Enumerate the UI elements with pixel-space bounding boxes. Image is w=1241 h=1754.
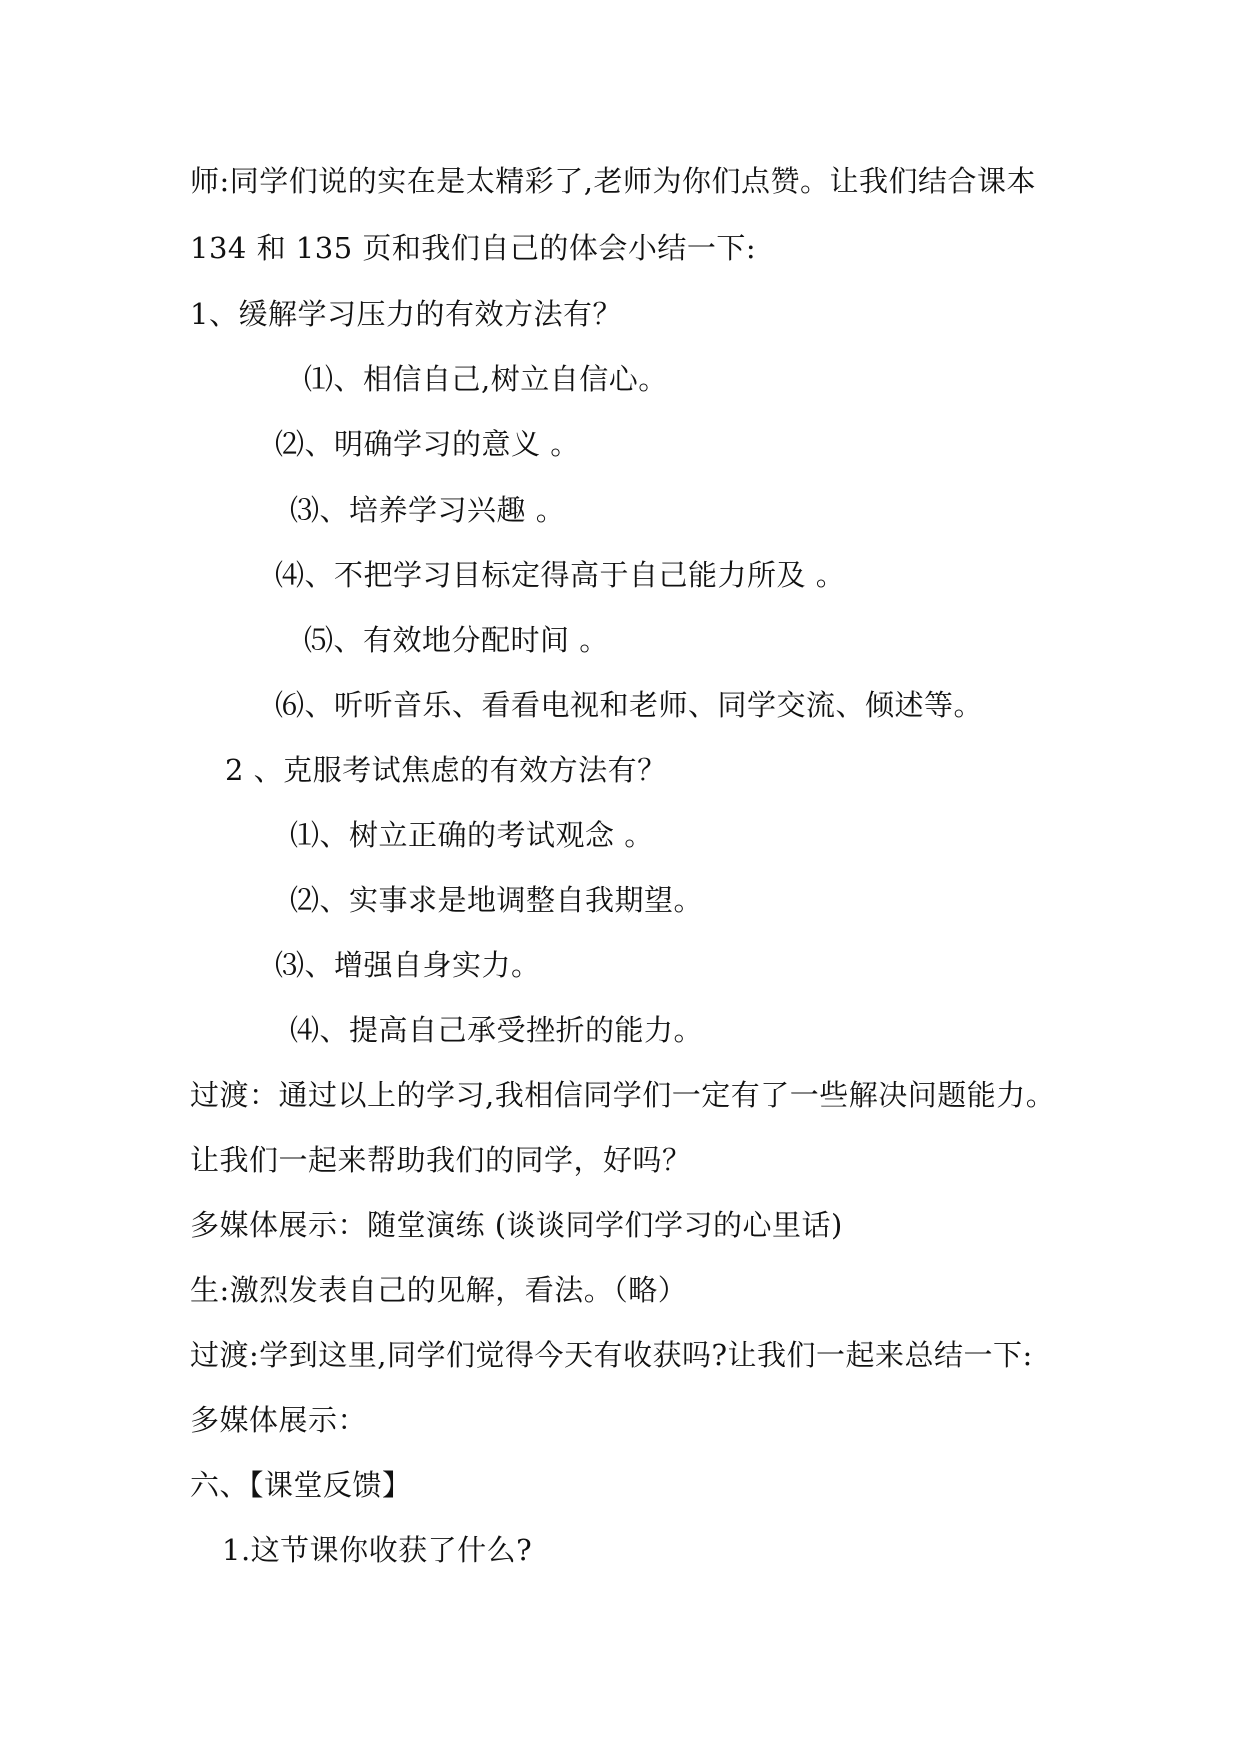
list-item: ⑴、相信自己,树立自信心。 (304, 362, 668, 396)
list-heading: 1、缓解学习压力的有效方法有？ (190, 297, 622, 331)
list-item: ⑵、实事求是地调整自我期望。 (290, 883, 704, 917)
text-line: 多媒体展示： (190, 1403, 368, 1437)
question-item: 1.这节课你收获了什么? (222, 1533, 533, 1567)
text-line: 多媒体展示：随堂演练 (谈谈同学们学习的心里话) (190, 1208, 843, 1242)
list-item: ⑷、提高自己承受挫折的能力。 (290, 1013, 704, 1047)
section-heading: 六、【课堂反馈】 (190, 1468, 412, 1502)
text-line: 过渡:学到这里,同学们觉得今天有收获吗?让我们一起来总结一下: (190, 1338, 1033, 1372)
list-item: ⑹、听听音乐、看看电视和老师、同学交流、倾述等。 (275, 688, 984, 722)
text-line: 生:激烈发表自己的见解，看法。（略） (190, 1273, 688, 1307)
list-item: ⑷、不把学习目标定得高于自己能力所及 。 (275, 558, 846, 592)
text-line: 让我们一起来帮助我们的同学，好吗？ (190, 1143, 692, 1177)
list-item: ⑴、树立正确的考试观念 。 (290, 818, 654, 852)
list-heading: 2 、克服考试焦虑的有效方法有？ (225, 753, 667, 787)
list-item: ⑵、明确学习的意义 。 (275, 427, 580, 461)
text-line: 134 和 135 页和我们自己的体会小结一下: (190, 231, 757, 265)
list-item: ⑶、培养学习兴趣 。 (290, 493, 566, 527)
list-item: ⑶、增强自身实力。 (275, 948, 541, 982)
text-line: 师:同学们说的实在是太精彩了,老师为你们点赞。让我们结合课本 (190, 164, 1036, 198)
list-item: ⑸、有效地分配时间 。 (304, 623, 609, 657)
text-line: 过渡：通过以上的学习,我相信同学们一定有了一些解决问题能力。 (190, 1078, 1056, 1112)
